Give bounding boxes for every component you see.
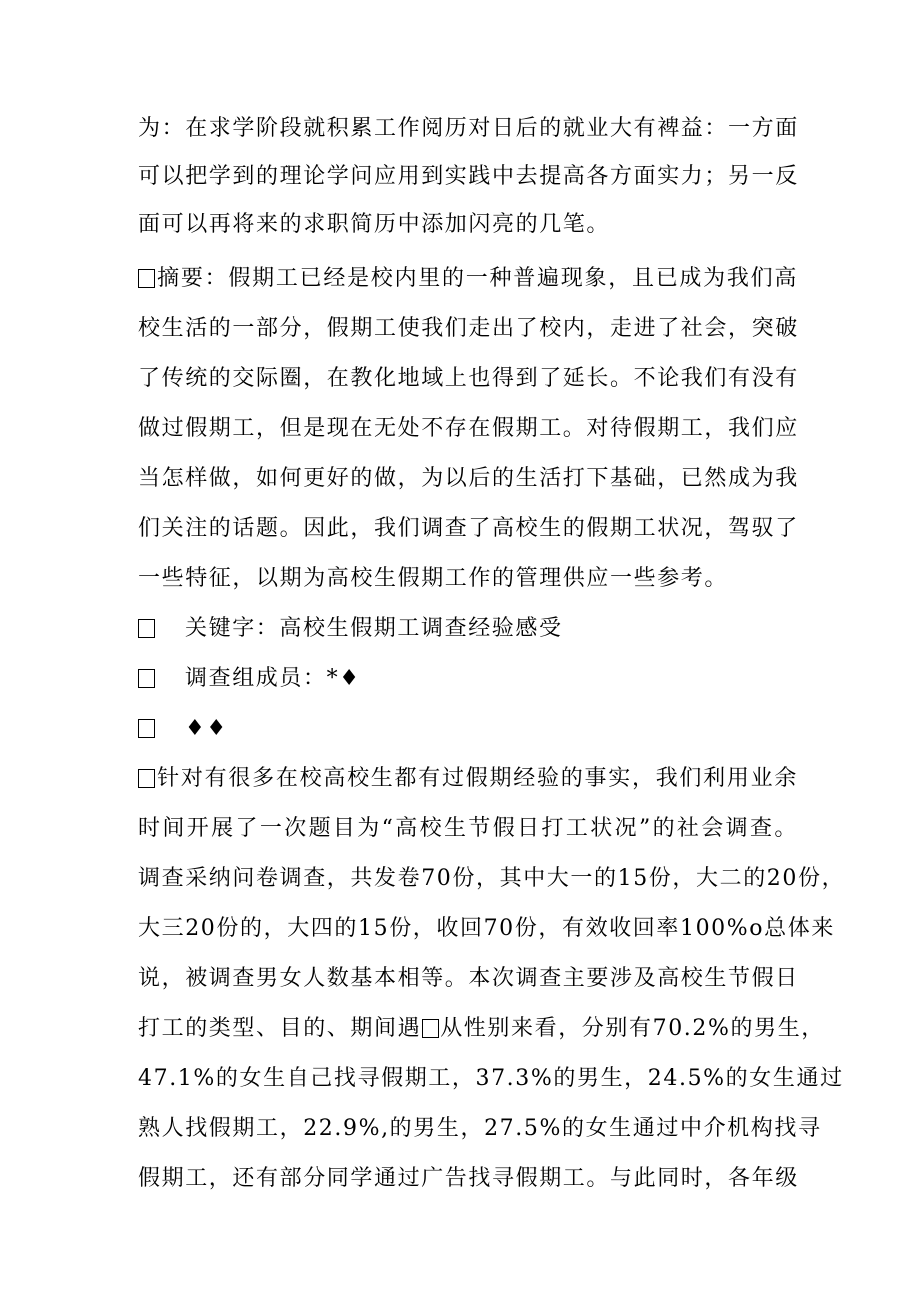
abstract-line: 当怎样做，如何更好的做，为以后的生活打下基础，已然成为我 bbox=[138, 466, 799, 491]
abstract-line bbox=[138, 255, 798, 303]
members-line bbox=[138, 655, 798, 703]
body-line bbox=[138, 1005, 825, 1053]
body-text: 针对有很多在校高校生都有过假期经验的事实，我们利用业余 bbox=[157, 766, 798, 791]
abstract-line: 们关注的话题。因此，我们调查了高校生的假期工状况，驾驭了 bbox=[138, 516, 799, 541]
text-line: 可以把学到的理论学问应用到实践中去提高各方面实力；另一反 bbox=[138, 164, 799, 189]
keywords-text: 关键字：高校生假期工调查经验感受 bbox=[185, 616, 563, 641]
abstract-line: 校生活的一部分，假期工使我们走出了校内，走进了社会，突破 bbox=[138, 316, 799, 341]
placeholder-box-icon bbox=[138, 769, 155, 788]
placeholder-box-icon bbox=[138, 669, 155, 688]
placeholder-box-icon bbox=[138, 619, 155, 638]
abstract-text: 摘要：假期工已经是校内里的一种普遍现象，且已成为我们高 bbox=[157, 266, 798, 291]
body-line: 说，被调查男女人数基本相等。本次调查主要涉及高校生节假日 bbox=[138, 966, 799, 991]
body-line: 假期工，还有部分同学通过广告找寻假期工。与此同时，各年级 bbox=[138, 1166, 799, 1191]
body-line: 47.1%的女生自己找寻假期工，37.3%的男生，24.5%的女生通过 bbox=[138, 1066, 844, 1091]
body-line bbox=[138, 755, 798, 803]
body-line: 熟人找假期工，22.9%,的男生，27.5%的女生通过中介机构找寻 bbox=[138, 1116, 822, 1141]
body-line: 调查采纳问卷调查，共发卷70份，其中大一的15份，大二的20份， bbox=[138, 866, 846, 891]
text-line: 面可以再将来的求职简历中添加闪亮的几笔。 bbox=[138, 212, 611, 237]
abstract-line: 做过假期工，但是现在无处不存在假期工。对待假期工，我们应 bbox=[138, 416, 799, 441]
placeholder-box-icon bbox=[422, 1019, 439, 1038]
placeholder-box-icon bbox=[138, 719, 155, 738]
body-line: 大三20份的，大四的15份，收回70份，有效收回率100%o总体来 bbox=[138, 916, 835, 941]
keywords-line bbox=[138, 605, 798, 653]
members-2-text: ♦♦ bbox=[185, 716, 228, 741]
text-line: 为：在求学阶段就积累工作阅历对日后的就业大有裨益：一方面 bbox=[138, 116, 799, 141]
members-text: 调查组成员：*♦ bbox=[185, 666, 361, 691]
body-text-before-box: 打工的类型、目的、期间遇 bbox=[138, 1016, 422, 1041]
members-line-2 bbox=[138, 705, 798, 753]
body-text-after-box: 从性别来看，分别有70.2%的男生， bbox=[440, 1016, 825, 1041]
abstract-line: 了传统的交际圈，在教化地域上也得到了延长。不论我们有没有 bbox=[138, 366, 799, 391]
abstract-line: 一些特征，以期为高校生假期工作的管理供应一些参考。 bbox=[138, 566, 729, 591]
placeholder-box-icon bbox=[138, 269, 155, 288]
body-line: 时间开展了一次题目为“高校生节假日打工状况”的社会调查。 bbox=[138, 816, 798, 841]
